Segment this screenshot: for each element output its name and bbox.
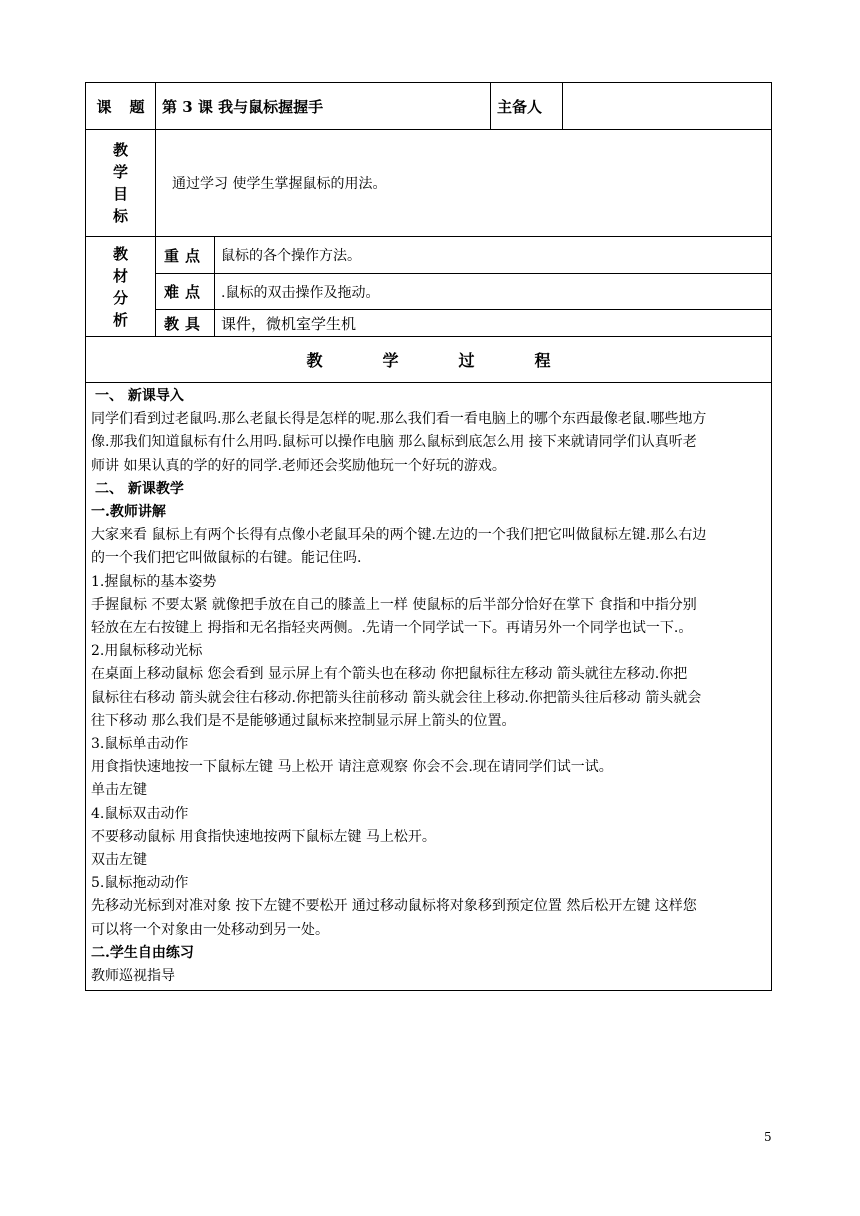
paragraph-line: 在桌面上移动鼠标 您会看到 显示屏上有个箭头也在移动 你把鼠标往左移动 箭头就往左移动.你把 [91, 666, 688, 683]
step-heading: 3.鼠标单击动作 [91, 736, 189, 753]
difficulty-value: .鼠标的双击操作及拖动。 [215, 274, 772, 310]
section-heading: 二、 新课教学 [95, 480, 184, 497]
goals-label-char: 教 [112, 141, 128, 159]
process-heading-char: 程 [534, 351, 551, 370]
subsection-heading: 一.教师讲解 [91, 504, 166, 521]
step-heading: 2.用鼠标移动光标 [91, 643, 203, 660]
analysis-row-difficulty [86, 274, 772, 310]
analysis-label [86, 237, 156, 337]
goals-label-char: 标 [112, 207, 128, 225]
materials-value: 课件，微机室学生机 [215, 310, 772, 337]
lesson-plan-table [85, 82, 772, 991]
goals-text: 通过学习 使学生掌握鼠标的用法。 [156, 130, 772, 237]
lesson-title: 第 3 课 我与鼠标握握手 [156, 83, 491, 130]
topic-label [86, 83, 156, 130]
topic-label-char: 课 [96, 97, 112, 116]
paragraph-line: 先移动光标到对准对象 按下左键不要松开 通过移动鼠标将对象移到预定位置 然后松开左键 这样您 [91, 898, 697, 915]
paragraph-line: 大家来看 鼠标上有两个长得有点像小老鼠耳朵的两个键.左边的一个我们把它叫做鼠标左键.那么右边 [91, 527, 707, 544]
header-row [86, 83, 772, 130]
paragraph-line: 往下移动 那么我们是不是能够通过鼠标来控制显示屏上箭头的位置。 [91, 712, 516, 729]
section-heading: 一、 新课导入 [95, 388, 184, 404]
process-heading-char: 过 [458, 351, 475, 370]
paragraph-line: 单击左键 [91, 782, 147, 799]
goals-label-char: 学 [112, 163, 128, 181]
analysis-row-materials [86, 310, 772, 337]
goals-row [86, 130, 772, 237]
analysis-label-char: 材 [112, 266, 128, 285]
paragraph-line: 不要移动鼠标 用食指快速地按两下鼠标左键 马上松开。 [91, 828, 436, 845]
key-point-value: 鼠标的各个操作方法。 [215, 237, 772, 274]
step-heading: 1.握鼠标的基本姿势 [91, 573, 217, 590]
preparer-label: 主备人 [491, 83, 563, 130]
topic-label-char: 题 [129, 97, 145, 116]
paragraph-line: 可以将一个对象由一处移动到另一处。 [91, 921, 329, 938]
goals-label-char: 目 [112, 185, 128, 203]
paragraph-line: 教师巡视指导 [91, 968, 175, 985]
step-heading: 5.鼠标拖动动作 [91, 875, 189, 892]
analysis-label-char: 教 [112, 244, 128, 263]
step-heading: 4.鼠标双击动作 [91, 805, 189, 822]
paragraph-line: 用食指快速地按一下鼠标左键 马上松开 请注意观察 你会不会.现在请同学们试一试。 [91, 759, 613, 776]
process-heading [86, 337, 772, 383]
paragraph-line: 像.那我们知道鼠标有什么用吗.鼠标可以操作电脑 那么鼠标到底怎么用 接下来就请同学们认真听老 [91, 434, 697, 451]
materials-label: 教具 [156, 310, 215, 337]
paragraph-line: 师讲 如果认真的学的好的同学.老师还会奖励他玩一个好玩的游戏。 [91, 457, 506, 474]
process-content-row [86, 383, 772, 991]
paragraph-line: 同学们看到过老鼠吗.那么老鼠长得是怎样的呢.那么我们看一看电脑上的哪个东西最像老鼠.哪些地方 [91, 411, 707, 428]
process-content [86, 383, 772, 991]
page-number: 5 [764, 1130, 772, 1144]
process-heading-row [86, 337, 772, 383]
key-point-label: 重点 [156, 237, 215, 274]
paragraph-line: 双击左键 [91, 852, 147, 869]
analysis-label-char: 分 [112, 288, 128, 307]
analysis-row-key [86, 237, 772, 274]
paragraph-line: 的一个我们把它叫做鼠标的右键。能记住吗. [91, 550, 362, 567]
paragraph-line: 手握鼠标 不要太紧 就像把手放在自己的膝盖上一样 使鼠标的后半部分恰好在掌下 食指和中指分别 [91, 596, 697, 613]
subsection-heading: 二.学生自由练习 [91, 944, 194, 961]
difficulty-label: 难点 [156, 274, 215, 310]
process-heading-char: 学 [382, 351, 399, 370]
analysis-label-char: 析 [112, 310, 128, 329]
preparer-value [563, 83, 772, 130]
paragraph-line: 轻放在左右按键上 拇指和无名指轻夹两侧。.先请一个同学试一下。再请另外一个同学也试一下.。 [91, 620, 693, 637]
paragraph-line: 鼠标往右移动 箭头就会往右移动.你把箭头往前移动 箭头就会往上移动.你把箭头往后移动 箭头就会 [91, 689, 702, 706]
process-heading-char: 教 [306, 351, 323, 370]
goals-label [86, 130, 156, 237]
